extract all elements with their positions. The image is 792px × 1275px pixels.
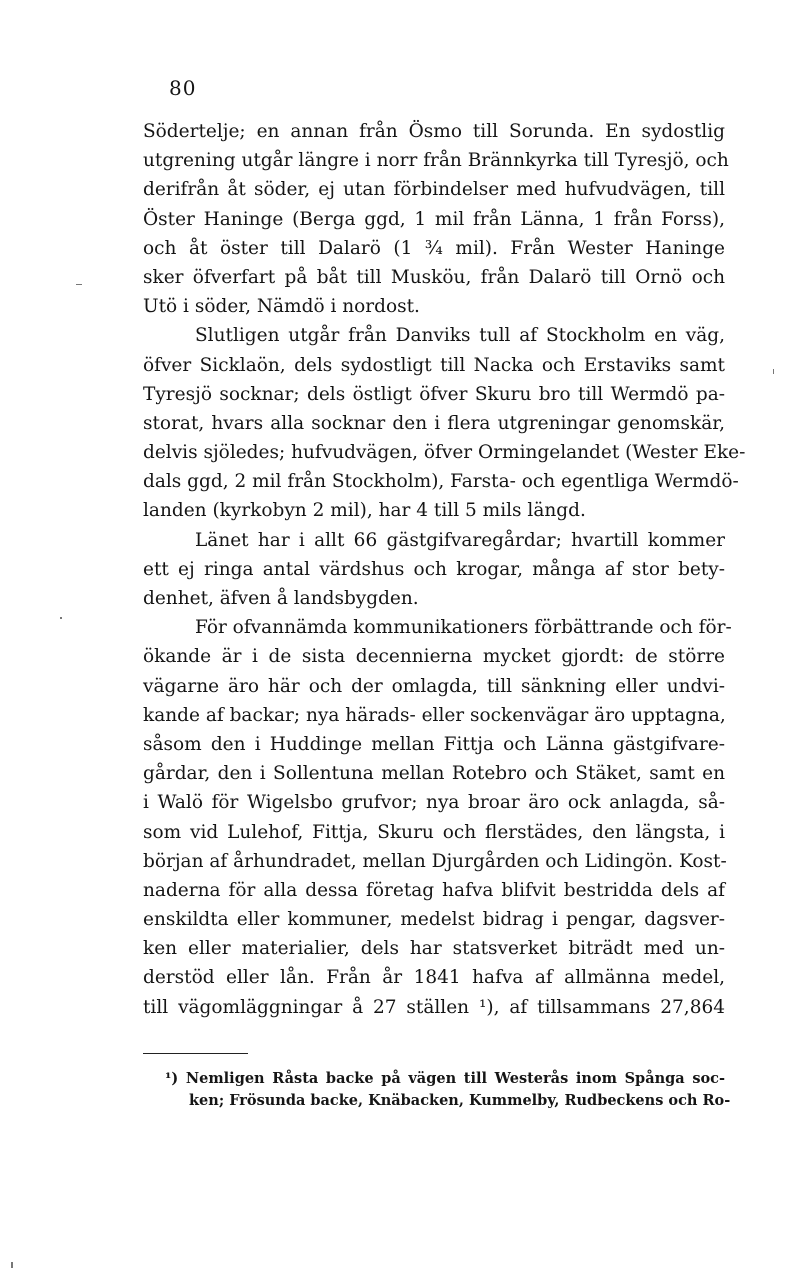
footnote-divider — [143, 1053, 248, 1054]
footnote — [143, 1068, 731, 1112]
text-line: såsom den i Huddinge mellan Fittja och Länna gästgifvare- — [143, 733, 725, 755]
scan-speck — [11, 1262, 13, 1268]
text-line: Öster Haninge (Berga ggd, 1 mil från Länna, 1 från Forss), — [143, 208, 725, 230]
footnote-line: ken; Frösunda backe, Knäbacken, Kummelby, Rudbeckens och Ro- — [189, 1092, 731, 1109]
text-line: kande af backar; nya härads- eller sockenvägar äro upptagna, — [143, 704, 726, 726]
text-line: Tyresjö socknar; dels östligt öfver Skuru bro till Wermdö pa- — [143, 383, 725, 405]
text-line: Utö i söder, Nämdö i nordost. — [143, 296, 420, 318]
footnote-line: ¹) Nemligen Råsta backe på vägen till Westerås inom Spånga soc- — [165, 1070, 725, 1087]
body-text — [143, 117, 746, 1022]
scan-speck — [60, 617, 62, 619]
text-line: denhet, äfven å landsbygden. — [143, 588, 419, 609]
text-line: ken eller materialier, dels har statsverket biträdt med un- — [143, 938, 725, 960]
text-line: ökande är i de sista decennierna mycket gjordt: de större — [143, 646, 725, 668]
page-number: 80 — [169, 76, 197, 100]
text-line: delvis sjöledes; hufvudvägen, öfver Ormingelandet (Wester Eke- — [143, 442, 746, 464]
text-line: derifrån åt söder, ej utan förbindelser med hufvudvägen, till — [143, 179, 725, 201]
text-line: ett ej ringa antal värdshus och krogar, många af stor bety- — [143, 558, 725, 580]
text-line: öfver Sicklaön, dels sydostligt till Nacka och Erstaviks samt — [143, 354, 725, 376]
text-line: landen (kyrkobyn 2 mil), har 4 till 5 mils längd. — [143, 500, 586, 522]
text-line: till vägomläggningar å 27 ställen ¹), af tillsammans 27,864 — [143, 996, 725, 1018]
text-line: storat, hvars alla socknar den i flera utgreningar genomskär, — [143, 412, 725, 434]
scan-speck — [773, 369, 774, 374]
scan-speck — [76, 284, 82, 285]
text-line: utgrening utgår längre i norr från Brännkyrka till Tyresjö, och — [143, 150, 729, 172]
text-line: och åt öster till Dalarö (1 ¾ mil). Från Wester Haninge — [143, 237, 725, 259]
text-line: Länet har i allt 66 gästgifvaregårdar; hvartill kommer — [195, 529, 725, 551]
text-line: vägarne äro här och der omlagda, till sänkning eller undvi- — [143, 675, 725, 697]
text-line: naderna för alla dessa företag hafva blifvit bestridda dels af — [143, 879, 725, 901]
text-line: derstöd eller lån. Från år 1841 hafva af allmänna medel, — [143, 967, 725, 989]
text-line: För ofvannämda kommunikationers förbättrande och för- — [195, 617, 732, 639]
text-line: enskildta eller kommuner, medelst bidrag i pengar, dagsver- — [143, 909, 725, 931]
text-line: gårdar, den i Sollentuna mellan Rotebro och Stäket, samt en — [143, 763, 725, 785]
text-line: Slutligen utgår från Danviks tull af Stockholm en väg, — [195, 325, 725, 347]
text-line: sker öfverfart på båt till Musköu, från Dalarö till Ornö och — [143, 266, 725, 288]
text-line: som vid Lulehof, Fittja, Skuru och flerstädes, den längsta, i — [143, 821, 725, 843]
text-line: början af århundradet, mellan Djurgården och Lidingön. Kost- — [143, 850, 727, 872]
text-line: dals ggd, 2 mil från Stockholm), Farsta- och egentliga Wermdö- — [143, 471, 739, 493]
text-line: Södertelje; en annan från Ösmo till Sorunda. En sydostlig — [143, 121, 725, 142]
text-line: i Walö för Wigelsbo grufvor; nya broar äro ock anlagda, så- — [143, 792, 725, 814]
